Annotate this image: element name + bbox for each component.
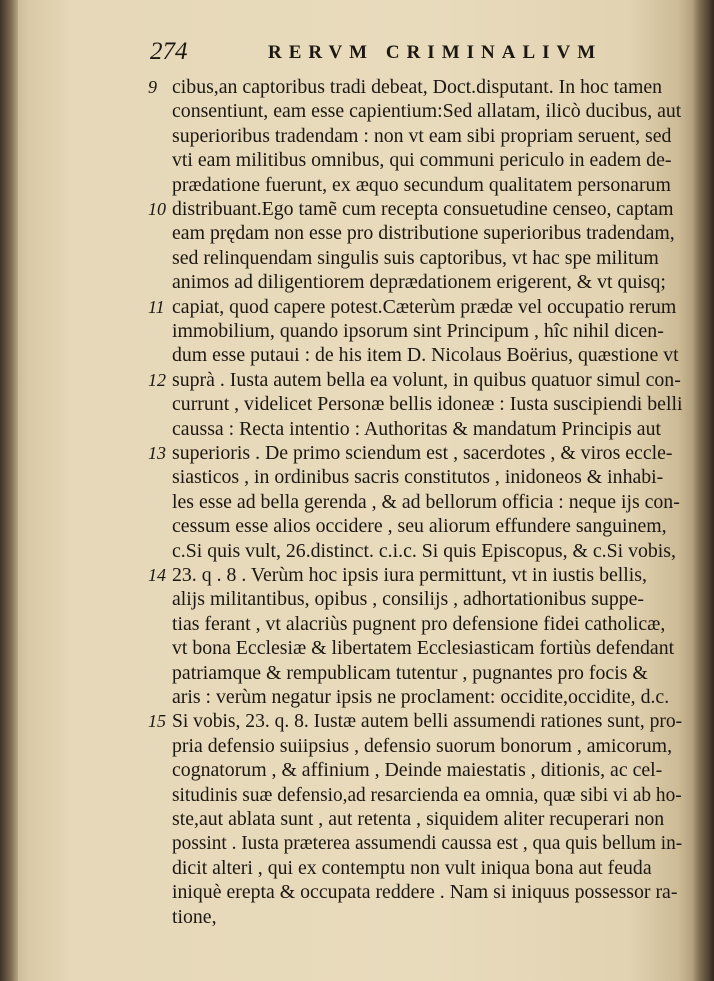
text-line: cibus,an captoribus tradi debeat, Doct.disputant. In hoc tamen: [172, 76, 663, 98]
text-line: eam prędam non esse pro distributione superioribus tradendam,: [172, 222, 675, 245]
text-line: cessum esse alios occidere , seu aliorum effundere sanguinem,: [172, 515, 667, 538]
text-line: Si vobis, 23. q. 8. Iustæ autem belli assumendi rationes sunt, pro-: [172, 710, 683, 733]
margin-number: 11: [148, 296, 165, 317]
text-line: 23. q . 8 . Verùm hoc ipsis iura permittunt, vt in iustis bellis,: [172, 564, 647, 586]
text-line: distribuant.Ego tamẽ cum recepta consuetudine censeo, captam: [172, 198, 674, 220]
text-line: tione,: [172, 905, 217, 928]
margin-number: 14: [148, 565, 166, 585]
page-header: [150, 38, 670, 68]
text-line: ste,aut ablata sunt , aut retenta , siquidem aliter recuperari non: [172, 808, 665, 830]
margin-number: 12: [148, 369, 166, 390]
text-line: sed relinquendam singulis suis captoribus, vt hac spe militum: [172, 246, 659, 269]
text-line: tias ferant , vt alacriùs pugnent pro defensione fidei catholicæ,: [172, 612, 666, 635]
margin-number: 13: [148, 443, 166, 463]
running-head: RERVM CRIMINALIVM: [268, 42, 603, 63]
text-line: c.Si quis vult, 26.distinct. c.i.c. Si quis Episcopus, & c.Si vobis,: [172, 539, 676, 562]
text-line: pria defensio suiipsius , defensio suorum bonorum , amicorum,: [172, 734, 673, 757]
book-gutter: [0, 0, 18, 981]
page-edge-shadow: [692, 0, 714, 981]
text-line: vti eam militibus omnibus, qui communi periculo in eadem de-: [172, 149, 672, 172]
text-line: siasticos , in ordinibus sacris constitutos , inidoneos & inhabi-: [172, 466, 664, 489]
text-line: caussa : Recta intentio : Authoritas & mandatum Principis aut: [172, 417, 662, 440]
text-line: currunt , videlicet Personæ bellis idoneæ : Iusta suscipiendi belli: [172, 393, 683, 416]
margin-number: 10: [148, 199, 166, 219]
text-line: vt bona Ecclesiæ & libertatem Ecclesiasticam fortiùs defendant: [172, 637, 675, 660]
text-line: les esse ad bella gerenda , & ad bellorum officia : neque ijs con-: [172, 490, 680, 513]
text-line: consentiunt, eam esse capientium:Sed allatam, ilicò ducibus, aut: [172, 100, 682, 123]
text-line: dum esse putaui : de his item D. Nicolaus Boërius, quæstione vt: [172, 344, 679, 367]
text-line: aris : verùm negatur ipsis ne proclament: occidite,occidite, d.c.: [172, 686, 670, 708]
text-line: superioris . De primo sciendum est , sacerdotes , & viros eccle-: [172, 442, 673, 464]
text-line: alijs militantibus, opibus , consilijs , adhortationibus suppe-: [172, 588, 645, 611]
text-line: suprà . Iusta autem bella ea volunt, in quibus quatuor simul con-: [172, 368, 681, 391]
text-line: animos ad diligentiorem deprædationem erigerent, & vt quisq;: [172, 271, 666, 294]
page-number: 274: [150, 38, 188, 65]
text-line: prædatione fuerunt, ex æquo secundum qualitatem personarum: [172, 173, 671, 196]
margin-number: 15: [148, 711, 166, 732]
text-line: cognatorum , & affinium , Deinde maiestatis , ditionis, ac cel-: [172, 759, 663, 782]
text-line: iniquè erepta & occupata reddere . Nam si iniquus possessor ra-: [172, 881, 678, 904]
text-line: dicit alteri , qui ex contemptu non vult iniqua bona aut feuda: [172, 856, 652, 879]
margin-number: 9: [148, 77, 157, 97]
text-line: possint . Iusta præterea assumendi caussa est , qua quis bellum in-: [172, 832, 683, 855]
text-line: capiat, quod capere potest.Cæterùm prædæ vel occupatio rerum: [172, 295, 677, 318]
text-line: immobilium, quando ipsorum sint Principum , hîc nihil dicen-: [172, 320, 664, 342]
text-line: situdinis suæ defensio,ad resarcienda ea omnia, quæ sibi vi ab ho-: [172, 783, 682, 806]
text-line: patriamque & rempublicam tutentur , pugnantes pro focis &: [172, 661, 648, 684]
text-line: superioribus tradendam : non vt eam sibi propriam seruent, sed: [172, 124, 672, 147]
